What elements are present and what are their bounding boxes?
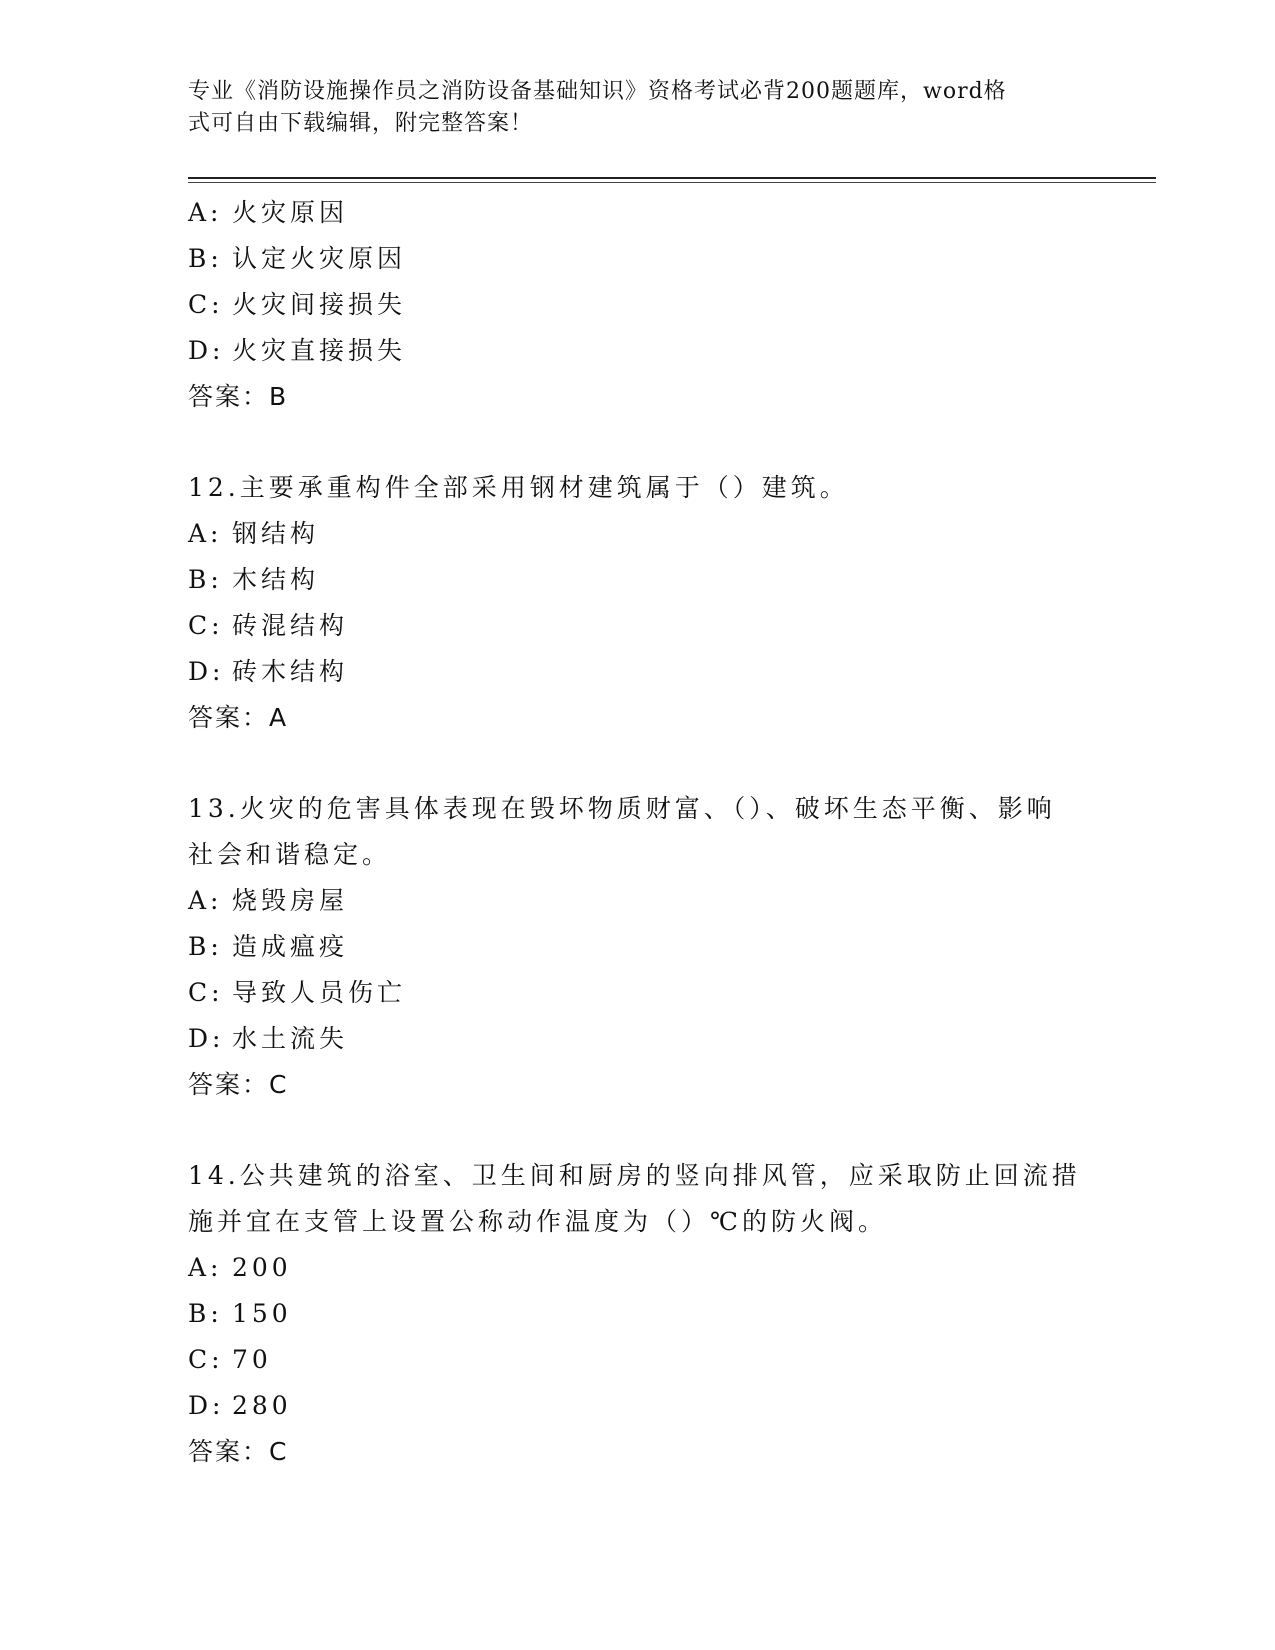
header-line-2: 式可自由下载编辑，附完整答案！ — [188, 111, 534, 136]
option-label: A: — [188, 198, 223, 227]
question-text-line-1: 13.火灾的危害具体表现在毁坏物质财富、（）、破坏生态平衡、影响 — [188, 794, 1056, 823]
question-text-line-2: 施并宜在支管上设置公称动作温度为（）℃的防火阀。 — [188, 1207, 887, 1236]
option-d — [188, 1383, 1088, 1429]
option-text: 280 — [232, 1391, 292, 1420]
option-label: C: — [188, 978, 224, 1007]
question-text: 12.主要承重构件全部采用钢材建筑属于（）建筑。 — [188, 473, 849, 502]
option-text: 70 — [232, 1345, 272, 1374]
option-a — [188, 878, 1088, 924]
question-14 — [188, 1153, 1088, 1475]
spacer — [188, 420, 1088, 465]
spacer — [188, 1108, 1088, 1153]
header-line-1: 专业《消防设施操作员之消防设备基础知识》资格考试必背200题题库，word格 — [188, 79, 1007, 104]
option-label: A: — [188, 519, 223, 548]
option-text: 火灾间接损失 — [232, 290, 407, 319]
answer: 答案：C — [188, 1070, 289, 1099]
option-text: 烧毁房屋 — [232, 886, 349, 915]
document-header — [188, 76, 1068, 140]
option-text: 造成瘟疫 — [232, 932, 349, 961]
option-a — [188, 511, 1088, 557]
answer: 答案：A — [188, 703, 289, 732]
option-text: 认定火灾原因 — [232, 244, 407, 273]
option-label: D: — [188, 336, 225, 365]
option-text: 水土流失 — [232, 1024, 349, 1053]
option-c — [188, 1337, 1088, 1383]
question-text-line-1: 14.公共建筑的浴室、卫生间和厨房的竖向排风管，应采取防止回流措 — [188, 1161, 1081, 1190]
option-label: A: — [188, 1253, 223, 1282]
question-13 — [188, 786, 1088, 1108]
option-text: 火灾直接损失 — [232, 336, 407, 365]
option-label: D: — [188, 1024, 225, 1053]
option-b — [188, 924, 1088, 970]
option-a — [188, 1245, 1088, 1291]
option-d — [188, 649, 1088, 695]
option-text: 砖混结构 — [232, 611, 349, 640]
option-text: 150 — [232, 1299, 292, 1328]
option-c — [188, 282, 1088, 328]
question-text-line-2: 社会和谐稳定。 — [188, 840, 392, 869]
question-list — [188, 190, 1088, 1475]
option-text: 200 — [232, 1253, 292, 1282]
spacer — [188, 741, 1088, 786]
option-label: D: — [188, 1391, 225, 1420]
option-b — [188, 557, 1088, 603]
option-text: 砖木结构 — [232, 657, 349, 686]
header-divider-thick — [188, 177, 1156, 179]
option-c — [188, 603, 1088, 649]
option-text: 钢结构 — [232, 519, 320, 548]
answer: 答案：C — [188, 1437, 289, 1466]
option-label: A: — [188, 886, 223, 915]
option-text: 木结构 — [232, 565, 320, 594]
answer: 答案：B — [188, 382, 289, 411]
option-label: B: — [188, 565, 223, 594]
option-label: B: — [188, 1299, 223, 1328]
question-11 — [188, 190, 1088, 420]
option-label: C: — [188, 1345, 224, 1374]
option-label: D: — [188, 657, 225, 686]
option-label: B: — [188, 244, 223, 273]
option-d — [188, 328, 1088, 374]
question-12 — [188, 465, 1088, 741]
option-a — [188, 190, 1088, 236]
option-b — [188, 236, 1088, 282]
option-text: 导致人员伤亡 — [232, 978, 407, 1007]
option-d — [188, 1016, 1088, 1062]
option-b — [188, 1291, 1088, 1337]
option-label: C: — [188, 290, 224, 319]
option-label: C: — [188, 611, 224, 640]
header-divider-thin — [188, 182, 1156, 183]
option-label: B: — [188, 932, 223, 961]
option-c — [188, 970, 1088, 1016]
option-text: 火灾原因 — [232, 198, 349, 227]
